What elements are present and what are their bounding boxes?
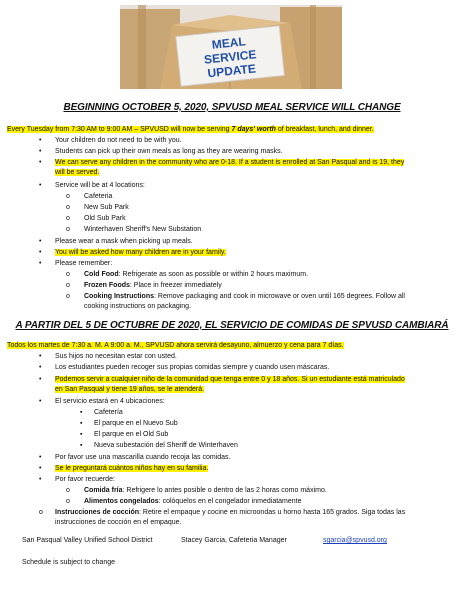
english-bullet-3-line-2: will be served. <box>55 169 100 176</box>
circle-bullet-icon: o <box>66 193 70 200</box>
english-intro: Every Tuesday from 7:30 AM to 9:00 AM – SPVUSD will now be serving 7 days' worth of breakfast, lunch, and dinner. <box>7 126 374 133</box>
footer-schedule-note: Schedule is subject to change <box>22 559 116 566</box>
spanish-bullet-6: Se le preguntará cuántos niños hay en su familia. <box>55 465 209 472</box>
english-reminder-3-line-2: cooking instructions on packaging. <box>84 303 192 310</box>
spanish-heading: A PARTIR DEL 5 DE OCTUBRE DE 2020, EL SERVICIO DE COMIDAS DE SPVUSD CAMBIARÁ <box>15 320 449 331</box>
spanish-bullet-1: Sus hijos no necesitan estar con usted. <box>55 353 177 360</box>
english-reminder-3-line-1: Cooking Instructions: Remove packaging and cook in microwave or oven until 165 degrees. Follow all <box>84 293 405 300</box>
circle-bullet-icon: o <box>39 509 43 516</box>
english-reminder-2: Frozen Foods: Place in freezer immediately <box>84 282 222 289</box>
english-bullet-3-line-1: We can serve any children in the community who are 0-18. If a student is enrolled at San Pasqual and is 19, they <box>55 159 405 166</box>
bullet-icon: • <box>39 182 42 189</box>
spanish-reminder-2: Alimentos congelados: colóquelos en el congelador inmediatamente <box>84 498 302 505</box>
circle-bullet-icon: o <box>66 204 70 211</box>
spanish-location-4: Nueva subestación del Sheriff de Winterhaven <box>94 442 238 449</box>
bullet-icon: • <box>39 476 42 483</box>
footer-manager: Stacey Garcia, Cafeteria Manager <box>181 537 287 544</box>
bullet-icon: • <box>39 364 42 371</box>
square-bullet-icon: ▪ <box>80 442 83 449</box>
spanish-reminder-1: Comida fría: Refrigere lo antes posible o dentro de las 2 horas como máximo. <box>84 487 327 494</box>
spanish-bullet-5: Por favor use una mascarilla cuando recoja las comidas. <box>55 454 231 461</box>
banner-line-3: UPDATE <box>206 61 257 81</box>
spanish-bullet-3-line-2: en San Pasqual y tiene 19 años, se le atenderá. <box>55 386 205 393</box>
bullet-icon: • <box>39 260 42 267</box>
circle-bullet-icon: o <box>66 226 70 233</box>
spanish-location-1: Cafetería <box>94 409 123 416</box>
english-location-1: Cafeteria <box>84 193 113 200</box>
english-bullet-7: Please remember: <box>55 260 113 267</box>
circle-bullet-icon: o <box>66 271 70 278</box>
footer-email-link[interactable]: sgarcia@spvusd.org <box>323 537 387 544</box>
spanish-location-3: El parque en el Old Sub <box>94 431 169 438</box>
bullet-icon: • <box>39 137 42 144</box>
spanish-bullet-4: El servicio estará en 4 ubicaciones: <box>55 398 165 405</box>
bullet-icon: • <box>39 465 42 472</box>
bullet-icon: • <box>39 249 42 256</box>
bullet-icon: • <box>39 238 42 245</box>
square-bullet-icon: ▪ <box>80 431 83 438</box>
square-bullet-icon: ▪ <box>80 409 83 416</box>
english-location-4: Winterhaven Sheriff's New Substation <box>84 226 202 233</box>
spanish-reminder-3-line-1: Instrucciones de cocción: Retire el empaque y cocine en microondas u horno hasta 165 grados. Siga todas las <box>55 509 406 516</box>
spanish-reminder-3-line-2: instrucciones de cocción en el empaque. <box>55 519 182 526</box>
circle-bullet-icon: o <box>66 487 70 494</box>
bullet-icon: • <box>39 353 42 360</box>
english-location-3: Old Sub Park <box>84 215 126 222</box>
bullet-icon: • <box>39 148 42 155</box>
english-reminder-1: Cold Food: Refrigerate as soon as possible or within 2 hours maximum. <box>84 271 309 278</box>
english-heading: BEGINNING OCTOBER 5, 2020, SPVUSD MEAL SERVICE WILL CHANGE <box>63 102 401 113</box>
english-bullet-5: Please wear a mask when picking up meals. <box>55 238 193 245</box>
meal-service-banner-image <box>120 5 342 89</box>
english-bullet-1: Your children do not need to be with you. <box>55 137 182 144</box>
circle-bullet-icon: o <box>66 215 70 222</box>
spanish-intro: Todos los martes de 7:30 a. M. A 9:00 a. M., SPVUSD ahora servirá desayuno, almuerzo y cena para 7 días. <box>7 342 344 349</box>
bullet-icon: • <box>39 398 42 405</box>
spanish-bullet-2: Los estudiantes pueden recoger sus propias comidas siempre y cuando usen máscaras. <box>55 364 330 371</box>
english-bullet-6: You will be asked how many children are in your family. <box>55 249 226 256</box>
circle-bullet-icon: o <box>66 498 70 505</box>
bullet-icon: • <box>39 376 42 383</box>
footer-district: San Pasqual Valley Unified School District <box>22 537 153 544</box>
banner-line-1: MEAL <box>211 34 247 52</box>
circle-bullet-icon: o <box>66 282 70 289</box>
english-bullet-2: Students can pick up their own meals as long as they are wearing masks. <box>55 148 283 155</box>
english-location-2: New Sub Park <box>84 204 129 211</box>
banner-line-2: SERVICE <box>203 47 258 67</box>
bullet-icon: • <box>39 454 42 461</box>
english-bullet-4: Service will be at 4 locations: <box>55 182 145 189</box>
bullet-icon: • <box>39 159 42 166</box>
spanish-bullet-7: Por favor recuerde: <box>55 476 115 483</box>
circle-bullet-icon: o <box>66 293 70 300</box>
spanish-bullet-3-line-1: Podemos servir a cualquier niño de la comunidad que tenga entre 0 y 18 años. Si un estudiante está matriculado <box>55 376 405 383</box>
spanish-location-2: El parque en el Nuevo Sub <box>94 420 178 427</box>
square-bullet-icon: ▪ <box>80 420 83 427</box>
